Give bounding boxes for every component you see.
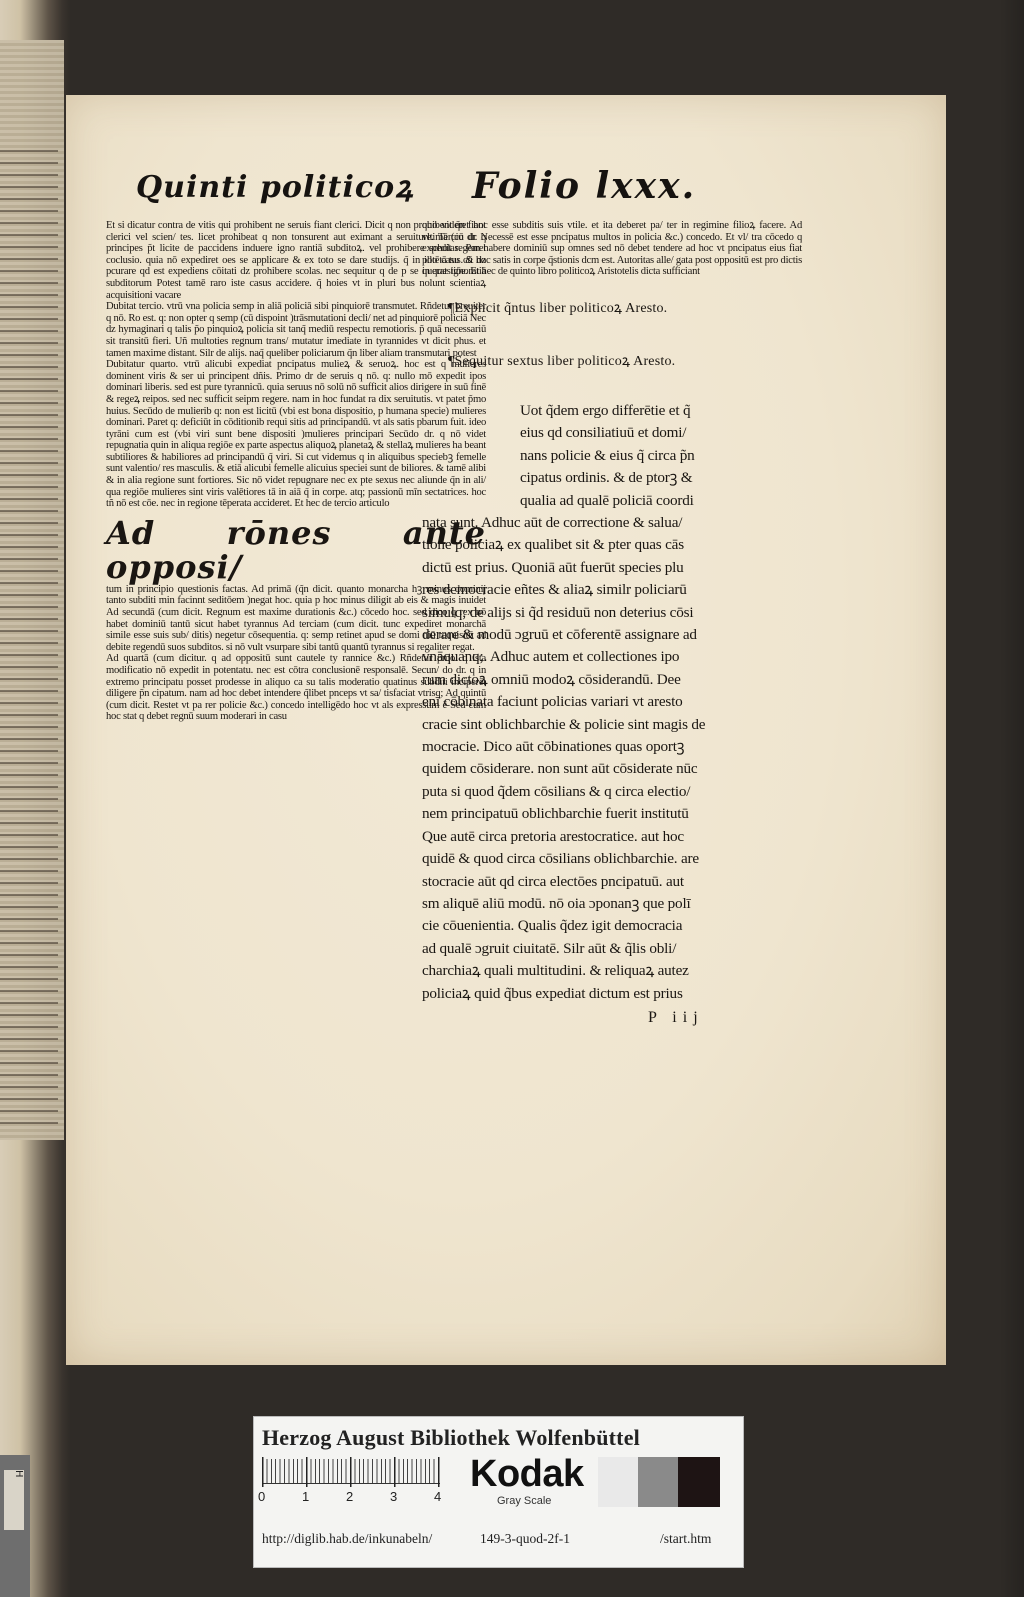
left-paragraph-3: Dubitatur quarto. vtrū alicubi expediat pncipatus mulieꝝ & seruoꝝ. hoc est q mulieres dominent viris & ser ui principent dñis. Primo dr de seruis q nō. q: nullo mō expedit ipos dominari liberis. sed est pure tyrannicū. quia seruus nō solū nō sufficit alios dirigere in suū finē & regeꝝ reipos. sed nec sufficit seipm regere. nam in hoc fundat ra dix seruitutis. vt patet p̃mo huius. Secūdo de mulierib q: non est licitū (vbi est bona dispositio, p humana specie) mulieres dominari. Paret q: deficiūt in cōditionib requi sitis ad principandū. vt als satis pbarum fuit. ideo tyrāni cum est (vbi viri sunt bene dispositi )mulieres principari Secūdo dr. q nō videt repugnatia quin in aliqua regiōe ex parte aspectus aliquoꝝ planetaꝝ & stellaꝝ mulieres ha beant subtiliores & habiliores ad principandū q̃ viri. Si cut videmus q in aliquibus speciebꝫ femelle sunt valentio/ res masculis. & etiā alicubi femelle alicuius speciei sunt de biliores. & tamē alibi & in alia regione sunt fortiores. Sic nō videt repugnare nec ex pte sexus nec aliunde q̃n in ali/ qua regiōe mulieres sint viris valētiores tā in aiā q̃ in corpe. atq; passionū mīn sectatrices. hoc tñ nō est cōe. nec in regione tēperata accideret. Et hec de tercio articulo [106, 359, 486, 510]
left-paragraph-1: Et si dicatur contra de vitis qui prohibent ne seruis fiant clerici. Dicit q non prohibent q̃n fiant clerici vel scien/ tes. licet prohibeat q non tonsurent aut eximant a seruiture. Tercio dr q principes p̃t licite de paccidens induere igno rantiā subditoꝝ. vel prohibere scholas. Paret coclusio. quia nō expediret oes se applicare & ex toto se dare studijs. q̃ in illo casu cū dz pcurare qd est expediens cōitati dz prohibere scolas. nec sequitur q de p se querat ignoratiā subditorum Potest tamē raro iste casus accidere. q̃ hoies vt in pluri bus nolunt scientiaꝝ acquisitioni vacare [106, 220, 486, 301]
scale-ruler-major-ticks [262, 1457, 440, 1487]
right-body-text [422, 400, 802, 1029]
left-paragraph-4: tum in principio questionis factas. Ad primā (q̃n dicit. quanto monarcha hꝫ minus dominij tanto subditi min facinnt seditōem )negat hoc. quia p hoc minus diligit ab eis & magis inuidet Ad secundā (cum dicit. Regnum est maxime durationis &c.) cōcedo hoc. sed dico q rex nō habet dominiū tantū sicut habet tyrannus Ad terciam (cum dicit. tunc expediret monarchā simile esse suis sub/ ditis) negetur cōsequentia. q: semp retinet apud se domi niū requisitū ad debite regendū suos subditos. si nō vult vsurpare sibi tantū quantū tyrannus si regaliter regat. [106, 583, 486, 653]
explicit-rubric: ¶Explicit q̃ntus liber politicoꝝ Aresto. [448, 300, 668, 316]
body-line: policiaꝝ quid q̃bus expediat dictum est prius [422, 984, 683, 1002]
body-line: res democracie eñtes & aliaꝝ similr policiarū [422, 581, 687, 599]
body-line: sm aliquē aliū modū. nō oia ɔponanꝫ que polī [422, 894, 691, 912]
body-line: Que autē circa pretoria arestocratice. aut hoc [422, 827, 684, 845]
body-line: qualia ad qualē policiā coordi [520, 491, 694, 509]
body-line: charchiaꝝ quali multitudini. & reliquaꝝ autez [422, 962, 689, 980]
body-line: simulq; de alijs si q̃d residuū non deterius cōsi [422, 603, 694, 621]
body-line: ad qualē ɔgruit ciuitatē. Silr aūt & q̃lis obli/ [422, 939, 677, 957]
gray-swatch-mid [638, 1457, 678, 1507]
body-line: puta si quod q̃dem cōsilians & q circa electio/ [422, 782, 691, 800]
body-line: Uot q̃dem ergo differētie et q̃ [520, 401, 691, 419]
body-line: derare & modū ɔgruū et cōferentē assignare ad [422, 626, 697, 644]
ruler-number: 0 [258, 1489, 266, 1504]
body-line: vnāquanq;. Adhuc autem et collectiones ipo [422, 648, 680, 666]
right-column [422, 220, 802, 1029]
body-line: cipatus ordinis. & de ptorꝫ & [520, 469, 693, 487]
book-page [66, 95, 946, 1365]
body-line: quidē & quod circa cōsilians oblichbarchie. are [422, 850, 699, 868]
gray-swatch-dark [678, 1457, 720, 1507]
ruler-number: 2 [346, 1489, 354, 1504]
body-line: cie cōuenientia. Qualis q̃dez igit democracia [422, 917, 683, 935]
left-page-text-bleed [0, 150, 58, 1130]
ruler-number: 3 [390, 1489, 398, 1504]
body-line: nans policie & eius q̃ circa p̃n [520, 446, 695, 464]
body-line: nata sunt. Adhuc aūt de correctione & salua/ [422, 514, 683, 531]
body-line: eius qd consiliatiuū et domi/ [520, 424, 687, 442]
left-paragraph-5: Ad quartā (cum dicitur. q ad oppositū sunt cautele ty rannice &c.) Rñdetur p̃mo. q ista modificatio nō expedit in potentatu. nec est cōtra conclusionē responsalē. Secun/ do dr. q in extremo principatu posset prodesse in aliquo ca su talis moderatio quatinus subditi inciperēt diligere p̃n cipatum. nam ad hoc debet intendere q̃libet pnceps vt sa/ tisfaciat vtrisq; Ad quintū (cum dicit. Restet vt pa rer policie &c.) concedo intelligēdo hoc vt als expressum ē Sed cum hoc stat q debet regnū suum moderari in casu [106, 653, 486, 723]
kodak-logo: Kodak [470, 1453, 584, 1495]
binding-label: H [4, 1470, 24, 1530]
signature-mark: P iij [648, 1008, 704, 1026]
body-line: quidem cōsiderare. non sunt aūt cōsiderate nūc [422, 760, 698, 778]
body-line: stocracie aūt qd circa electōes pncipatuū. aut [422, 872, 684, 890]
library-title: Herzog August Bibliothek Wolfenbüttel [262, 1425, 640, 1450]
color-target-card [253, 1416, 744, 1568]
sequitur-rubric: ¶Sequitur sextus liber politicoꝝ Aresto. [448, 353, 676, 369]
body-line: cracie sint oblichbarchie & policie sint magis de [422, 715, 706, 733]
url-part-1: http://diglib.hab.de/inkunabeln/ [262, 1531, 433, 1546]
body-line: mocracie. Dico aūt cōbinationes quas oportꝫ [422, 738, 685, 756]
body-line: tione policiaꝝ ex qualibet sit & pter quas cās [422, 536, 684, 554]
gray-scale-label: Gray Scale [497, 1495, 552, 1507]
url-part-2: 149-3-quod-2f-1 [480, 1531, 570, 1546]
url-part-3: /start.htm [660, 1531, 712, 1546]
right-paragraph-top: quo videret hoc esse subditis suis vtile. et ita deberet pa/ ter in regimine filioꝝ facere. Ad vltimā (cū dr. Necessē est esse pncipatus multos in policia &c.) concedo. Et vl/ tra cōcedo q expedit regem habere dominiū sup omnes sed nō debet tendere ad hoc vt pncipatus eius fiat potētā tus. & hoc satis in corpe q̃stionis dcm est. Autoritas alle/ gata post oppositū est pro dictis in questiōe. Et hec de quinto libro politicoꝝ Aristotelis dicta sufficiant [422, 220, 802, 278]
source-url [254, 1523, 743, 1553]
body-line: enī cōbinata faciunt policias variari vt aresto [422, 693, 683, 711]
left-paragraph-2: Dubitat tercio. vtrū vna policia semp in aliā policiā sibi pinquiorē transmutet. Rñdetur breuiter q nō. Ro est. q: non opter q semp (cū dispoint )trāsmutationi decli/ net ad pinquiorē policiā Nec dz hymaginari q talis p̃o pinquioꝝ policia sit tanq̃ mediū respectu remotioris. p̃ quā necessariū sit transitū fieri. Uñ multoties regnum trans/ mutatur imediate in tyrannides vt dicit phus. et tamen maxime distant. Silr de alijs. naq̃ queliber policiarum q̃n liber aliam transmutari potest [106, 301, 486, 359]
ruler-number: 1 [302, 1489, 310, 1504]
gray-swatch-light [598, 1457, 638, 1507]
ruler-number: 4 [434, 1489, 442, 1504]
body-line: nem principatuū oblichbarchie fuerit institutū [422, 805, 689, 823]
body-line: rum dictoꝝ omniū modoꝝ cōsiderandū. Dee [422, 670, 681, 688]
section-heading: Ad rōnes ante opposi/ [106, 513, 486, 586]
running-head-left: Quinti politicoꝝ [136, 170, 414, 205]
body-line: dictū est prius. Quoniā aūt fuerūt species plu [422, 558, 684, 576]
running-head-right: Folio lxxx. [472, 165, 697, 207]
